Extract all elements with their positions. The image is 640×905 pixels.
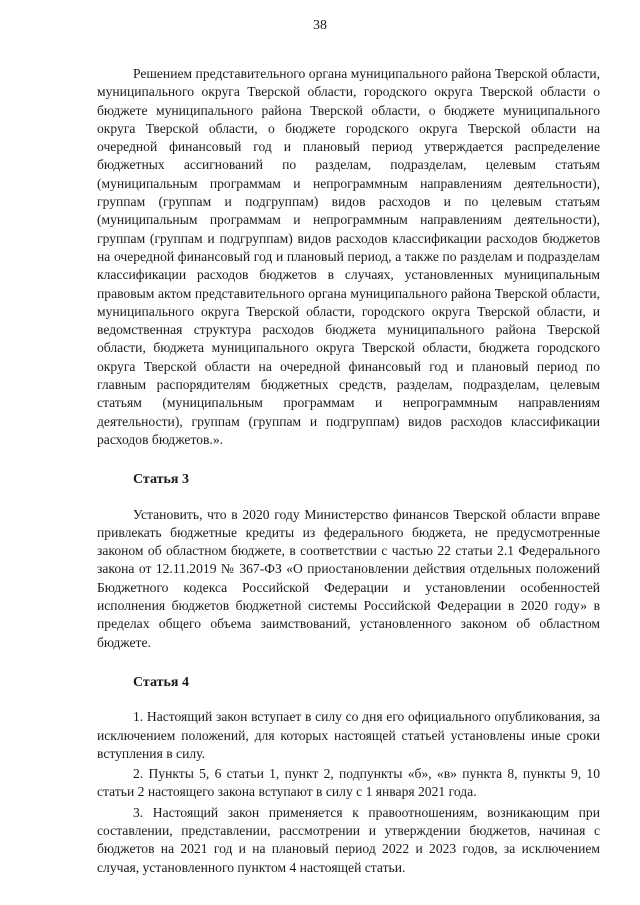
article-4-heading: Статья 4 [133, 674, 189, 690]
article-4-item-2: 2. Пункты 5, 6 статьи 1, пункт 2, подпункты «б», «в» пункта 8, пункты 9, 10 статьи 2 настоящего закона вступают в силу с 1 января 2021 года. [97, 766, 600, 800]
document-body [97, 65, 600, 877]
article-4-item-3: 3. Настоящий закон применяется к правоотношениям, возникающим при составлении, представлении, рассмотрении и утверждении бюджетов, начиная с бюджетов на 2021 год и на плановый период 2022 и 2023 годов, за исключением случая, установленного пунктом 4 настоящей статьи. [97, 804, 600, 875]
page-number: 38 [313, 18, 327, 33]
article-3-paragraph: Установить, что в 2020 году Министерство финансов Тверской области вправе привлекать бюджетные кредиты из федерального бюджета, не предусмотренные законом об областном бюджете, в соответствии с частью 22 статьи 2.1 Федерального закона от 12.11.2019 № 367-ФЗ «О приостановлении действия отдельных положений Бюджетного кодекса Российской Федерации и установлении особенностей исполнения бюджетов бюджетной системы Российской Федерации в 2020 году» в пределах общего объема заимствований, установленного законом об областном бюджете. [97, 506, 600, 650]
article-4-item-1: 1. Настоящий закон вступает в силу со дня его официального опубликования, за исключением положений, для которых настоящей статьей установлены иные сроки вступления в силу. [97, 709, 600, 761]
intro-paragraph: Решением представительного органа муниципального района Тверской области, муниципального округа Тверской области, городского округа Тверской области о бюджете муниципального района Тверской области, о бюджете муниципального округа Тверской области, о бюджете городского округа Тверской области на очередной финансовый год и плановый период утверждается распределение бюджетных ассигнований по разделам, подразделам, целевым статьям (муниципальным программам и непрограммным направлениям деятельности), группам (группам и подгруппам) видов расходов и по целевым статьям (муниципальным программам и непрограммным направлениям деятельности), группам (группам и подгруппам) видов расходов классификации расходов бюджетов на очередной финансовый год и плановый период, а также по разделам и подразделам классификации расходов бюджетов в случаях, установленных муниципальным правовым актом представительного органа муниципального района Тверской области, муниципального округа Тверской области, городского округа Тверской области, и ведомственная структура расходов бюджета муниципального района Тверской области, бюджета муниципального округа Тверской области, бюджета городского округа Тверской области на очередной финансовый год и плановый период по главным распорядителям бюджетных средств, разделам, подразделам, целевым статьям (муниципальным программам и непрограммным направлениям деятельности), группам (группам и подгруппам) видов расходов классификации расходов бюджетов.». [97, 66, 600, 447]
article-3-heading: Статья 3 [133, 472, 189, 488]
